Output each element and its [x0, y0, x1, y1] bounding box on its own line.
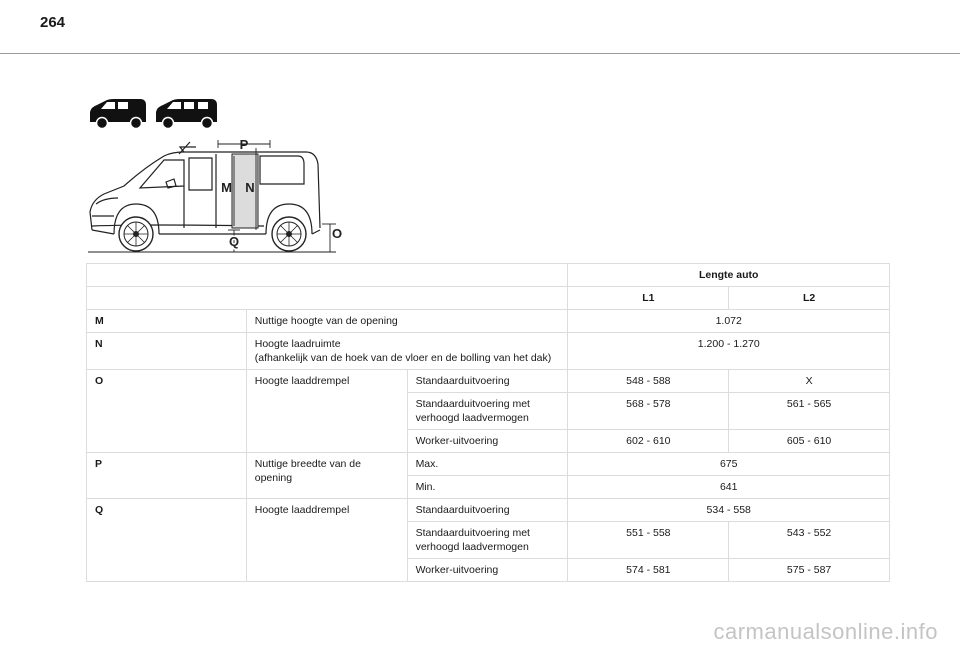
vehicle-dimensions-diagram — [84, 134, 354, 258]
variant-name: Standaarduitvoering met verhoogd laadvermogen — [407, 522, 568, 559]
variant-name: Min. — [407, 476, 568, 499]
label-p: P — [239, 137, 249, 152]
table-header-row — [87, 264, 890, 287]
label-n: N — [245, 180, 255, 195]
table-row-q — [87, 499, 890, 522]
short-van-icon — [90, 99, 146, 129]
header-divider — [0, 53, 960, 54]
rear-wheel-icon — [272, 217, 306, 251]
row-value: 1.072 — [568, 310, 890, 333]
value-l2: 561 - 565 — [729, 393, 890, 430]
variant-name: Standaarduitvoering — [407, 499, 568, 522]
label-m: M — [221, 180, 232, 195]
table-row-o — [87, 370, 890, 393]
row-code: N — [87, 333, 247, 370]
value-l1: 548 - 588 — [568, 370, 729, 393]
site-watermark: carmanualsonline.info — [713, 619, 938, 644]
value-l1: 568 - 578 — [568, 393, 729, 430]
row-description: Nuttige hoogte van de opening — [246, 310, 568, 333]
description-line: Hoogte laadruimte — [254, 338, 341, 350]
header-blank-cell — [87, 264, 568, 287]
variant-name: Standaarduitvoering — [407, 370, 568, 393]
row-description: Hoogte laaddrempel — [246, 370, 407, 453]
value-l2: 575 - 587 — [729, 559, 890, 582]
value-l1: 551 - 558 — [568, 522, 729, 559]
value-l1: 602 - 610 — [568, 430, 729, 453]
label-q: Q — [228, 234, 240, 249]
row-description — [246, 333, 568, 370]
row-code: P — [87, 453, 247, 499]
description-note: (afhankelijk van de hoek van de vloer en de bolling van het dak) — [254, 352, 552, 364]
variant-name: Standaarduitvoering met verhoogd laadvermogen — [407, 393, 568, 430]
value-shared: 534 - 558 — [568, 499, 890, 522]
variant-name: Worker-uitvoering — [407, 559, 568, 582]
table-row-p — [87, 453, 890, 476]
subheader-blank-cell — [87, 287, 568, 310]
van-silhouettes-icon — [88, 98, 218, 130]
table-subheader-row — [87, 287, 890, 310]
row-code: M — [87, 310, 247, 333]
table-row-n — [87, 333, 890, 370]
header-vehicle-length: Lengte auto — [568, 264, 890, 287]
front-wheel-icon — [119, 217, 153, 251]
value-l2: X — [729, 370, 890, 393]
row-description: Hoogte laaddrempel — [246, 499, 407, 582]
variant-name: Worker-uitvoering — [407, 430, 568, 453]
header-l2: L2 — [729, 287, 890, 310]
label-o: O — [332, 226, 343, 241]
value-shared: 641 — [568, 476, 890, 499]
value-l2: 543 - 552 — [729, 522, 890, 559]
table-row-m — [87, 310, 890, 333]
value-shared: 675 — [568, 453, 890, 476]
row-value: 1.200 - 1.270 — [568, 333, 890, 370]
page-number: 264 — [40, 14, 66, 31]
value-l2: 605 - 610 — [729, 430, 890, 453]
value-l1: 574 - 581 — [568, 559, 729, 582]
row-code: O — [87, 370, 247, 453]
cargo-dimensions-table — [86, 263, 890, 582]
long-van-icon — [156, 99, 217, 129]
row-code: Q — [87, 499, 247, 582]
variant-name: Max. — [407, 453, 568, 476]
row-description: Nuttige breedte van de opening — [246, 453, 407, 499]
header-l1: L1 — [568, 287, 729, 310]
